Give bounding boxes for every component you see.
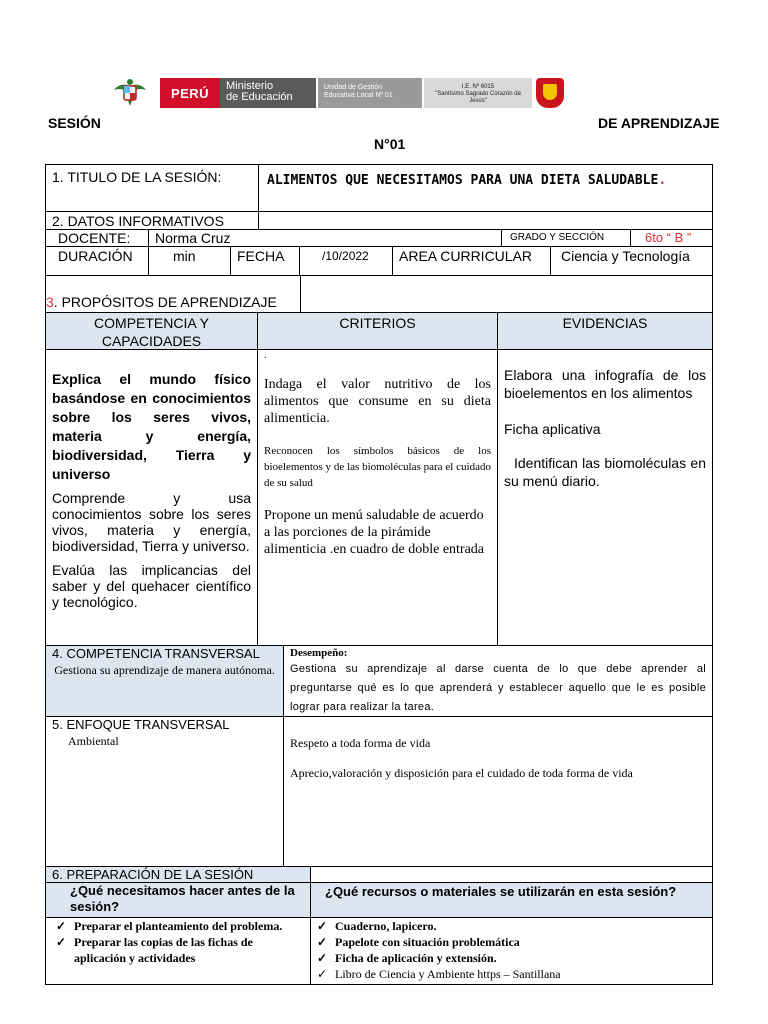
grado-label: GRADO Y SECCIÓN — [510, 232, 605, 243]
criterio-3: Propone un menú saludable de acuerdo a las porciones de la pirámide alimenticia .en cuadro de doble entrada — [264, 508, 485, 557]
before-list-cell — [45, 917, 311, 985]
grado-value: 6to “ B ” — [645, 230, 692, 245]
national-emblem-icon — [110, 76, 150, 110]
title-right: DE APRENDIZAJE — [598, 115, 720, 131]
s2-empty-cell — [258, 211, 713, 230]
docente-value: Norma Cruz — [155, 230, 231, 246]
s2-label-cell — [45, 211, 259, 230]
ie-line-1: I.E. Nº 6015 — [461, 84, 495, 90]
q-before-cell — [45, 882, 311, 918]
fecha-value-cell — [299, 246, 393, 276]
s4-label-cell — [45, 645, 284, 717]
s5-label-cell — [45, 716, 284, 867]
s4-value: Gestiona su aprendizaje de manera autónoma. — [54, 663, 275, 677]
peru-label: PERÚ — [160, 78, 220, 108]
resources-list-cell — [310, 917, 713, 985]
criterio-1: Indaga el valor nutritivo de los alimentos que consume en su dieta alimenticia. — [264, 377, 491, 426]
col-competencia-label: COMPETENCIA Y CAPACIDADES — [94, 315, 209, 349]
grado-value-cell — [630, 229, 713, 247]
criterios-cell — [257, 349, 498, 646]
fecha-label: FECHA — [237, 248, 285, 264]
area-label-cell — [392, 246, 551, 276]
evidencia-3: Identifican las biomoléculas en su menú diario. — [504, 455, 706, 489]
duracion-value: min — [173, 248, 196, 264]
header-logos — [110, 76, 564, 110]
desempeno-value: Gestiona su aprendizaje al darse cuenta de lo que debe aprender al preguntarse qué es lo que aprenderá y establecer aquello que le es posible lograr para realizar la tarea. — [290, 663, 706, 713]
area-value-cell — [550, 246, 713, 276]
col-competencia-header — [45, 312, 258, 350]
s2-label: 2. DATOS INFORMATIVOS — [52, 213, 224, 229]
s5-label: 5. ENFOQUE TRANSVERSAL — [52, 717, 230, 732]
minedu-logo — [160, 78, 564, 108]
ministerio-line-2: de Educación — [226, 91, 293, 103]
col-criterios-label: CRITERIOS — [339, 315, 416, 331]
docente-label: DOCENTE: — [58, 230, 131, 246]
ugel-label — [318, 78, 422, 108]
s1-title-cell — [258, 164, 713, 212]
docente-label-cell — [45, 229, 149, 247]
before-list — [52, 918, 304, 966]
competencia-cell — [45, 349, 258, 646]
capacidad-1: Comprende y usa conocimientos sobre los seres vivos, materia y energía, biodiversidad, Tierra y universo. — [52, 490, 251, 554]
desempeno-label: Desempeño: — [290, 647, 348, 659]
resource-item: ✓ Cuaderno, lapicero. — [313, 918, 706, 934]
ugel-line-2: Educativa Local Nº 01 — [324, 92, 393, 99]
criterios-dot: . — [264, 350, 267, 361]
s4-label: 4. COMPETENCIA TRANSVERSAL — [52, 646, 260, 661]
fecha-label-cell — [230, 246, 300, 276]
col-evidencias-label: EVIDENCIAS — [562, 315, 648, 331]
capacidad-2: Evalúa las implicancias del saber y del quehacer científico y tecnológico. — [52, 562, 251, 610]
fecha-value: /10/2022 — [322, 249, 369, 263]
question-before: ¿Qué necesitamos hacer antes de la sesión? — [70, 883, 295, 914]
title-left: SESIÓN — [48, 115, 101, 131]
s5-values-cell — [283, 716, 713, 867]
area-label: AREA CURRICULAR — [399, 248, 533, 264]
s3-number: 3 — [46, 294, 54, 310]
q-resources-cell — [310, 882, 713, 918]
criterio-2: Reconocen los símbolos básicos de los bioelementos y de las biomoléculas para el cuidado de su salud — [264, 445, 491, 489]
ie-label — [424, 78, 532, 108]
duracion-value-cell — [148, 246, 231, 276]
ugel-line-1: Unidad de Gestión — [324, 84, 382, 91]
evidencia-1: Elabora una infografía de los bioelementos en los alimentos — [504, 367, 706, 401]
s3-divider — [300, 275, 301, 313]
evidencia-2: Ficha aplicativa — [504, 421, 601, 437]
col-criterios-header — [257, 312, 498, 350]
area-value: Ciencia y Tecnología — [561, 248, 690, 264]
s1-label: 1. TITULO DE LA SESIÓN: — [52, 169, 222, 185]
session-number: N°01 — [374, 136, 406, 152]
s6-label-cell — [45, 866, 311, 883]
enfoque-line-2: Aprecio,valoración y disposición para el cuidado de toda forma de vida — [290, 766, 633, 780]
s3-label-cell — [45, 275, 713, 313]
resource-item: ✓ Papelote con situación problemática — [313, 934, 706, 950]
ie-line-2: "Santísimo Sagrado Corazón de Jesús" — [435, 91, 521, 104]
s1-label-cell — [45, 164, 259, 212]
ministerio-line-1: Ministerio — [226, 80, 274, 92]
evidencias-cell — [497, 349, 713, 646]
s6-label: 6. PREPARACIÓN DE LA SESIÓN — [52, 867, 254, 882]
resource-item: ✓ Libro de Ciencia y Ambiente https – Santillana — [313, 966, 706, 982]
school-shield-icon — [536, 78, 564, 108]
col-evidencias-header — [497, 312, 713, 350]
duracion-label: DURACIÓN — [58, 248, 133, 264]
question-resources: ¿Qué recursos o materiales se utilizarán en esta sesión? — [325, 884, 677, 899]
docente-value-cell — [148, 229, 502, 247]
s5-value: Ambiental — [68, 734, 119, 748]
before-item: ✓ Preparar las copias de las fichas de aplicación y actividades — [52, 934, 304, 966]
s6-empty-cell — [310, 866, 713, 883]
competencia-text: Explica el mundo físico basándose en conocimientos sobre los seres vivos, materia y energía, biodiversidad, Tierra y universo — [52, 371, 251, 482]
duracion-label-cell — [45, 246, 149, 276]
session-title: ALIMENTOS QUE NECESITAMOS PARA UNA DIETA SALUDABLE — [267, 173, 659, 188]
session-title-dot: . — [658, 173, 667, 188]
resources-list — [313, 918, 706, 982]
ministerio-label — [220, 78, 316, 108]
desempeno-cell — [283, 645, 713, 717]
s3-label: . PROPÓSITOS DE APRENDIZAJE — [53, 294, 277, 310]
grado-label-cell — [501, 229, 631, 247]
resource-item: ✓ Ficha de aplicación y extensión. — [313, 950, 706, 966]
before-item: ✓ Preparar el planteamiento del problema. — [52, 918, 304, 934]
enfoque-line-1: Respeto a toda forma de vida — [290, 736, 431, 750]
